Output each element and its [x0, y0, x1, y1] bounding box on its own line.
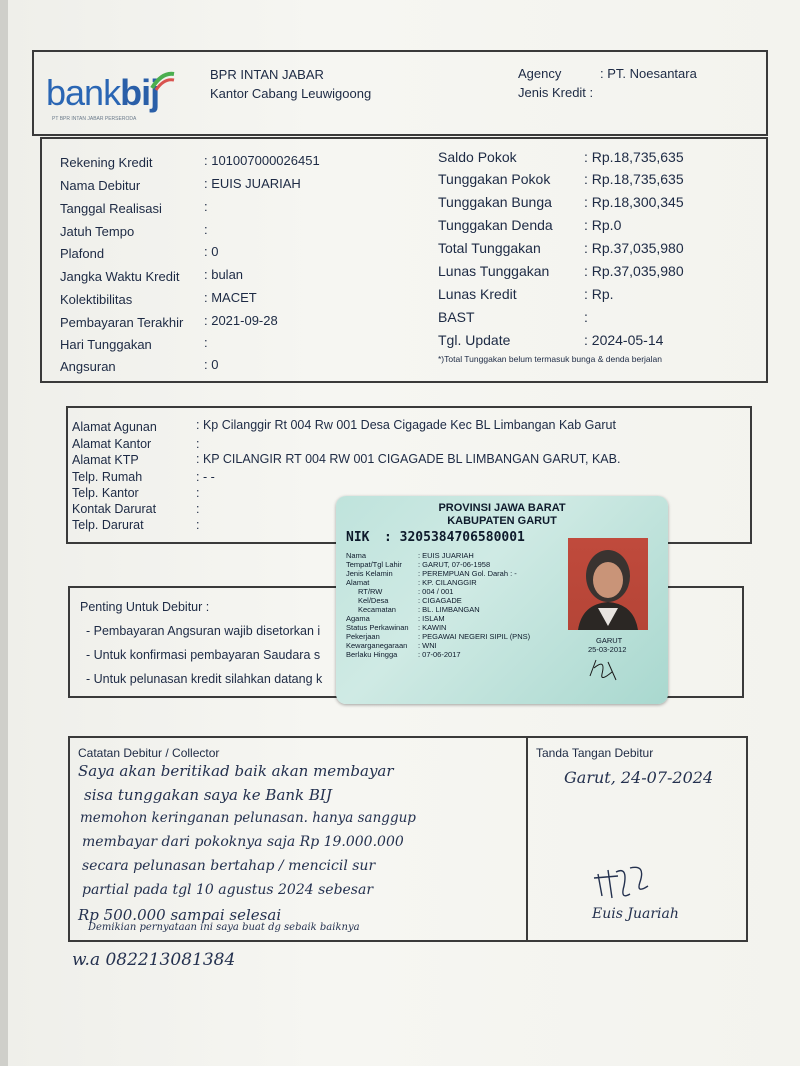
account-value: : Rp.18,735,635 — [584, 149, 684, 165]
address-label: Alamat KTP — [72, 453, 139, 467]
handwriting-line: sisa tunggakan saya ke Bank BIJ — [84, 786, 332, 804]
signature-title: Tanda Tangan Debitur — [536, 746, 654, 760]
handwriting-line: Demikian pernyataan ini saya buat dg sebaik baiknya — [88, 922, 360, 933]
notes-divider — [526, 738, 528, 940]
account-value: : — [204, 222, 208, 237]
header-box — [32, 50, 768, 136]
notes-title: Catatan Debitur / Collector — [78, 746, 220, 760]
address-value: : — [196, 437, 200, 451]
ktp-field-value: : GARUT, 07-06-1958 — [418, 560, 491, 569]
ktp-field-value: : PEREMPUAN Gol. Darah : - — [418, 569, 517, 578]
account-value: : MACET — [204, 290, 257, 305]
ktp-field-value: : EUIS JUARIAH — [418, 551, 474, 560]
account-footnote: *)Total Tunggakan belum termasuk bunga & denda berjalan — [438, 354, 662, 364]
address-label: Alamat Kantor — [72, 437, 152, 451]
notes-box — [68, 736, 748, 942]
account-value: : 0 — [204, 244, 219, 259]
account-value: : — [584, 309, 588, 325]
ktp-field-label: Kewarganegaraan — [346, 641, 408, 650]
account-value: : Rp.37,035,980 — [584, 240, 684, 256]
account-value: : Rp. — [584, 286, 614, 302]
ktp-field-value: : KAWIN — [418, 623, 447, 632]
account-label: Tunggakan Pokok — [438, 171, 551, 187]
credit-type-label: Jenis Kredit : — [518, 85, 594, 100]
handwriting-line: secara pelunasan bertahap / mencicil sur — [82, 858, 376, 874]
ktp-field-value: : CIGAGADE — [418, 596, 462, 605]
account-value: : EUIS JUARIAH — [204, 176, 301, 191]
ktp-field-value: : PEGAWAI NEGERI SIPIL (PNS) — [418, 632, 531, 641]
signature-date: Garut, 24-07-2024 — [564, 768, 714, 787]
address-label: Telp. Darurat — [72, 518, 144, 532]
address-label: Telp. Rumah — [72, 470, 143, 484]
address-value: : — [196, 502, 200, 516]
notice-item: - Untuk konfirmasi pembayaran Saudara s — [86, 648, 321, 662]
account-label: Hari Tunggakan — [60, 337, 152, 352]
notice-item: - Untuk pelunasan kredit silahkan datang k — [86, 672, 323, 686]
account-label: Total Tunggakan — [438, 240, 541, 256]
address-label: Telp. Kantor — [72, 486, 139, 500]
account-label: Lunas Kredit — [438, 286, 517, 302]
ktp-field-label: Berlaku Hingga — [346, 650, 398, 659]
ktp-field-label: Agama — [346, 614, 370, 623]
logo-swoosh-icon — [150, 70, 176, 92]
ktp-field-label: Alamat — [346, 578, 370, 587]
handwriting-line: Saya akan beritikad baik akan membayar — [78, 762, 394, 780]
account-value: : Rp.18,735,635 — [584, 171, 684, 187]
account-value: : 101007000026451 — [204, 153, 320, 168]
handwriting-line: memohon keringanan pelunasan. hanya sanggup — [80, 810, 416, 826]
address-label: Alamat Agunan — [72, 420, 157, 434]
account-label: Saldo Pokok — [438, 149, 517, 165]
ktp-issue-date: 25-03-2012 — [588, 645, 627, 654]
ktp-field-label: Status Perkawinan — [346, 623, 409, 632]
ktp-province: PROVINSI JAWA BARAT — [438, 502, 566, 514]
account-label: Lunas Tunggakan — [438, 263, 550, 279]
address-value: : — [196, 486, 200, 500]
address-label: Kontak Darurat — [72, 502, 157, 516]
ktp-field-label: Kel/Desa — [358, 596, 389, 605]
ktp-field-label: Jenis Kelamin — [346, 569, 393, 578]
bank-name: BPR INTAN JABAR — [210, 67, 324, 82]
account-value: : — [204, 199, 208, 214]
account-value: : 2021-09-28 — [204, 313, 278, 328]
ktp-signature-icon — [586, 654, 626, 684]
account-value: : — [204, 335, 208, 350]
account-label: Angsuran — [60, 359, 116, 374]
ktp-nik-label: NIK — [346, 530, 370, 545]
address-value: : Kp Cilanggir Rt 004 Rw 001 Desa Cigagade Kec BL Limbangan Kab Garut — [196, 418, 616, 432]
signature-name: Euis Juariah — [592, 906, 679, 922]
ktp-id-card — [336, 496, 668, 704]
account-value: : 0 — [204, 357, 219, 372]
handwriting-line: membayar dari pokoknya saja Rp 19.000.000 — [82, 834, 404, 850]
agency-label: Agency — [518, 66, 562, 81]
account-value: : bulan — [204, 267, 244, 282]
ktp-regency: KABUPATEN GARUT — [447, 515, 557, 527]
account-label: Kolektibilitas — [60, 292, 133, 307]
account-box — [40, 137, 768, 383]
account-label: Plafond — [60, 246, 105, 261]
account-label: Rekening Kredit — [60, 155, 153, 170]
ktp-field-value: : WNI — [418, 641, 437, 650]
account-value: : Rp.0 — [584, 217, 622, 233]
ktp-issue-place: GARUT — [596, 636, 623, 645]
logo-tagline: PT BPR INTAN JABAR PERSERODA — [52, 116, 137, 122]
ktp-field-label: Tempat/Tgl Lahir — [346, 560, 402, 569]
address-value: : - - — [196, 470, 215, 484]
account-label: Jangka Waktu Kredit — [60, 269, 180, 284]
ktp-field-label: Kecamatan — [358, 605, 396, 614]
account-label: Tunggakan Bunga — [438, 194, 552, 210]
ktp-nik-value: : 3205384706580001 — [384, 530, 525, 545]
ktp-photo — [568, 538, 648, 630]
account-label: Tanggal Realisasi — [60, 201, 162, 216]
address-value: : — [196, 518, 200, 532]
account-value: : Rp.37,035,980 — [584, 263, 684, 279]
account-label: Nama Debitur — [60, 178, 141, 193]
ktp-field-value: : 07-06-2017 — [418, 650, 461, 659]
bank-logo — [46, 72, 159, 114]
handwriting-line: Rp 500.000 sampai selesai — [78, 906, 282, 924]
agency-value: : PT. Noesantara — [600, 66, 697, 81]
notice-item: - Pembayaran Angsuran wajib disetorkan i — [86, 624, 321, 638]
notice-title: Penting Untuk Debitur : — [80, 600, 210, 614]
ktp-portrait-icon — [568, 538, 648, 630]
ktp-field-value: : ISLAM — [418, 614, 445, 623]
branch-name: Kantor Cabang Leuwigoong — [210, 86, 372, 101]
logo-text: bank — [46, 72, 121, 113]
address-value: : KP CILANGIR RT 004 RW 001 CIGAGADE BL LIMBANGAN GARUT, KAB. — [196, 452, 621, 466]
signature-scribble-icon — [590, 856, 660, 906]
account-label: Tunggakan Denda — [438, 217, 553, 233]
account-label: BAST — [438, 309, 475, 325]
ktp-field-value: : BL. LIMBANGAN — [418, 605, 480, 614]
logo-bij: bij — [120, 72, 160, 113]
phone-note: w.a 082213081384 — [72, 950, 236, 970]
ktp-field-value: : 004 / 001 — [418, 587, 454, 596]
account-value: : Rp.18,300,345 — [584, 194, 684, 210]
account-value: : 2024-05-14 — [584, 332, 664, 348]
account-label: Jatuh Tempo — [60, 224, 135, 239]
account-label: Tgl. Update — [438, 332, 511, 348]
ktp-field-value: : KP. CILANGGIR — [418, 578, 477, 587]
handwriting-line: partial pada tgl 10 agustus 2024 sebesar — [82, 882, 374, 898]
account-label: Pembayaran Terakhir — [60, 315, 184, 330]
ktp-field-label: Pekerjaan — [346, 632, 380, 641]
ktp-field-label: Nama — [346, 551, 367, 560]
ktp-field-label: RT/RW — [358, 587, 383, 596]
